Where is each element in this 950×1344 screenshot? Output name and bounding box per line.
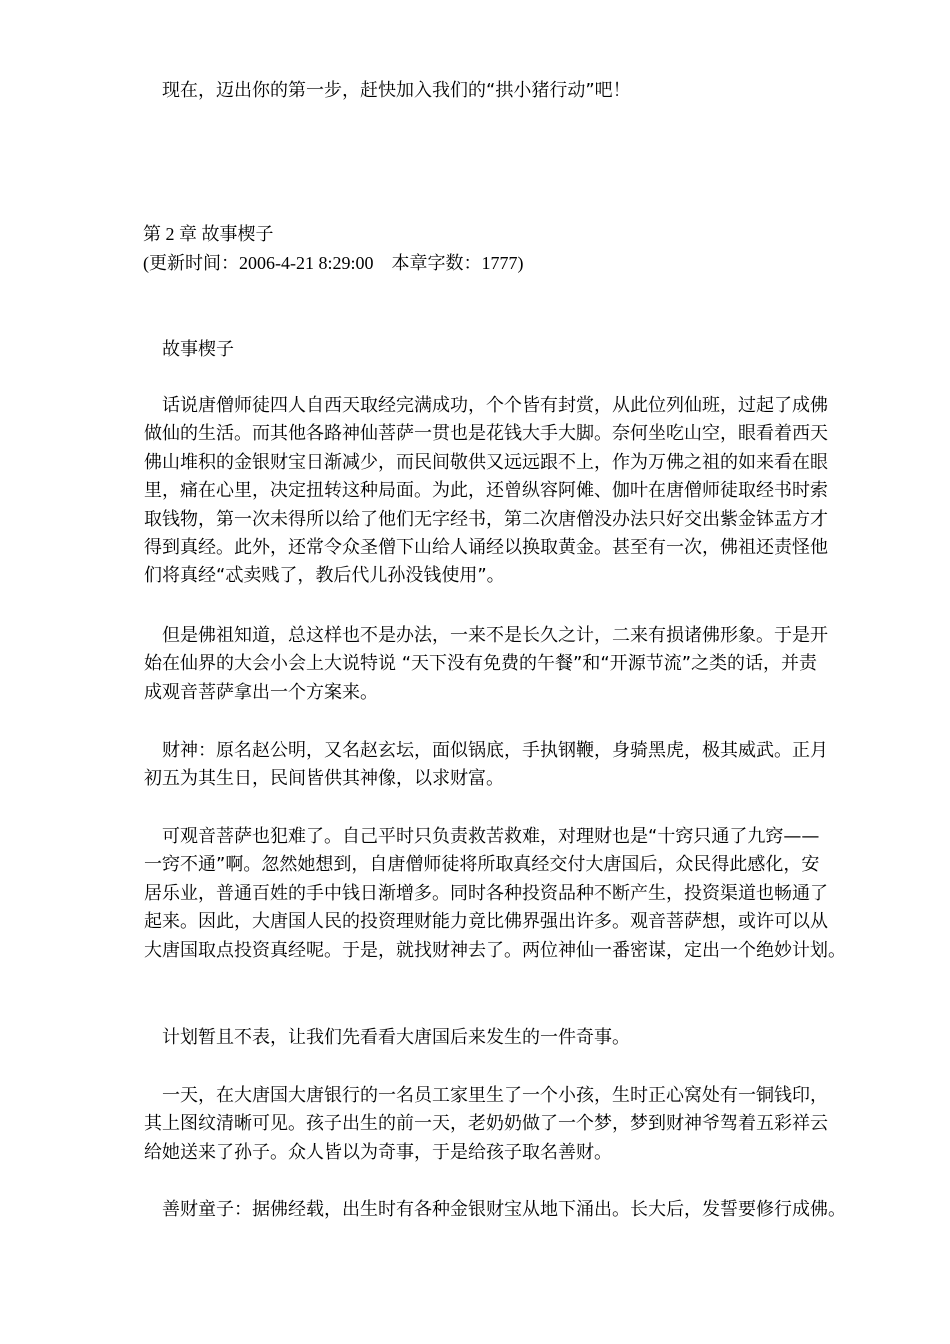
paragraph-line: 取钱物，第一次未得所以给了他们无字经书，第二次唐僧没办法只好交出紫金钵盂方才 — [144, 508, 828, 530]
paragraph-line: 做仙的生活。而其他各路神仙菩萨一贯也是花钱大手大脚。奈何坐吃山空，眼看着西天 — [144, 423, 828, 445]
paragraph-line: 始在仙界的大会小会上大说特说 “天下没有免费的午餐”和“开源节流”之类的话，并责 — [144, 653, 818, 675]
paragraph-line: 给她送来了孙子。众人皆以为奇事，于是给孩子取名善财。 — [144, 1141, 612, 1163]
paragraph-1 — [144, 392, 884, 591]
paragraph-line: 佛山堆积的金银财宝日渐减少，而民间敬供又远远跟不上，作为万佛之祖的如来看在眼 — [144, 451, 828, 473]
paragraph-line: 一窍不通”啊。忽然她想到，自唐僧师徒将所取真经交付大唐国后，众民得此感化，安 — [144, 854, 820, 876]
paragraph-line: 里，痛在心里，决定扭转这种局面。为此，还曾纵容阿傩、伽叶在唐僧师徒取经书时索 — [144, 480, 828, 502]
paragraph-line: 可观音菩萨也犯难了。自己平时只负责救苦救难，对理财也是“十窍只通了九窍—— — [144, 826, 820, 847]
paragraph-line: 但是佛祖知道，总这样也不是办法，一来不是长久之计，二来有损诸佛形象。于是开 — [144, 625, 828, 646]
paragraph-line: 一天，在大唐国大唐银行的一名员工家里生了一个小孩，生时正心窝处有一铜钱印， — [144, 1085, 828, 1106]
paragraph-line: 其上图纹清晰可见。孩子出生的前一天，老奶奶做了一个梦，梦到财神爷驾着五彩祥云 — [144, 1113, 828, 1135]
paragraph-line: 话说唐僧师徒四人自西天取经完满成功，个个皆有封赏，从此位列仙班，过起了成佛 — [144, 395, 828, 416]
paragraph-6 — [144, 1082, 884, 1167]
paragraph-line: 起来。因此，大唐国人民的投资理财能力竟比佛界强出许多。观音菩萨想，或许可以从 — [144, 911, 828, 933]
section-title: 故事楔子 — [144, 339, 234, 360]
paragraph-5: 计划暂且不表，让我们先看看大唐国后来发生的一件奇事。 — [144, 1027, 630, 1048]
paragraph-line: 初五为其生日，民间皆供其神像，以求财富。 — [144, 768, 504, 790]
paragraph-3 — [144, 737, 884, 794]
call-to-action-text: 现在，迈出你的第一步，赶快加入我们的“拱小猪行动”吧！ — [144, 80, 631, 101]
paragraph-line: 得到真经。此外，还常令众圣僧下山给人诵经以换取黄金。甚至有一次，佛祖还责怪他 — [144, 536, 828, 558]
paragraph-7: 善财童子：据佛经载，出生时有各种金银财宝从地下涌出。长大后，发誓要修行成佛。 — [144, 1199, 846, 1220]
paragraph-line: 财神：原名赵公明，又名赵玄坛，面似锅底，手执钢鞭，身骑黑虎，极其威武。正月 — [144, 740, 828, 761]
chapter-heading: 第 2 章 故事楔子 — [143, 224, 274, 244]
paragraph-line: 大唐国取点投资真经呢。于是，就找财神去了。两位神仙一番密谋，定出一个绝妙计划。 — [144, 939, 846, 961]
paragraph-line: 居乐业，普通百姓的手中钱日渐增多。同时各种投资品种不断产生，投资渠道也畅通了 — [144, 882, 828, 904]
paragraph-line: 们将真经“忒卖贱了，教后代儿孙没钱使用”。 — [144, 565, 505, 587]
paragraph-line: 成观音菩萨拿出一个方案来。 — [144, 681, 378, 703]
chapter-meta: (更新时间：2006-4-21 8:29:00 本章字数：1777) — [143, 253, 524, 273]
paragraph-2 — [144, 622, 884, 707]
paragraph-4 — [144, 823, 884, 965]
